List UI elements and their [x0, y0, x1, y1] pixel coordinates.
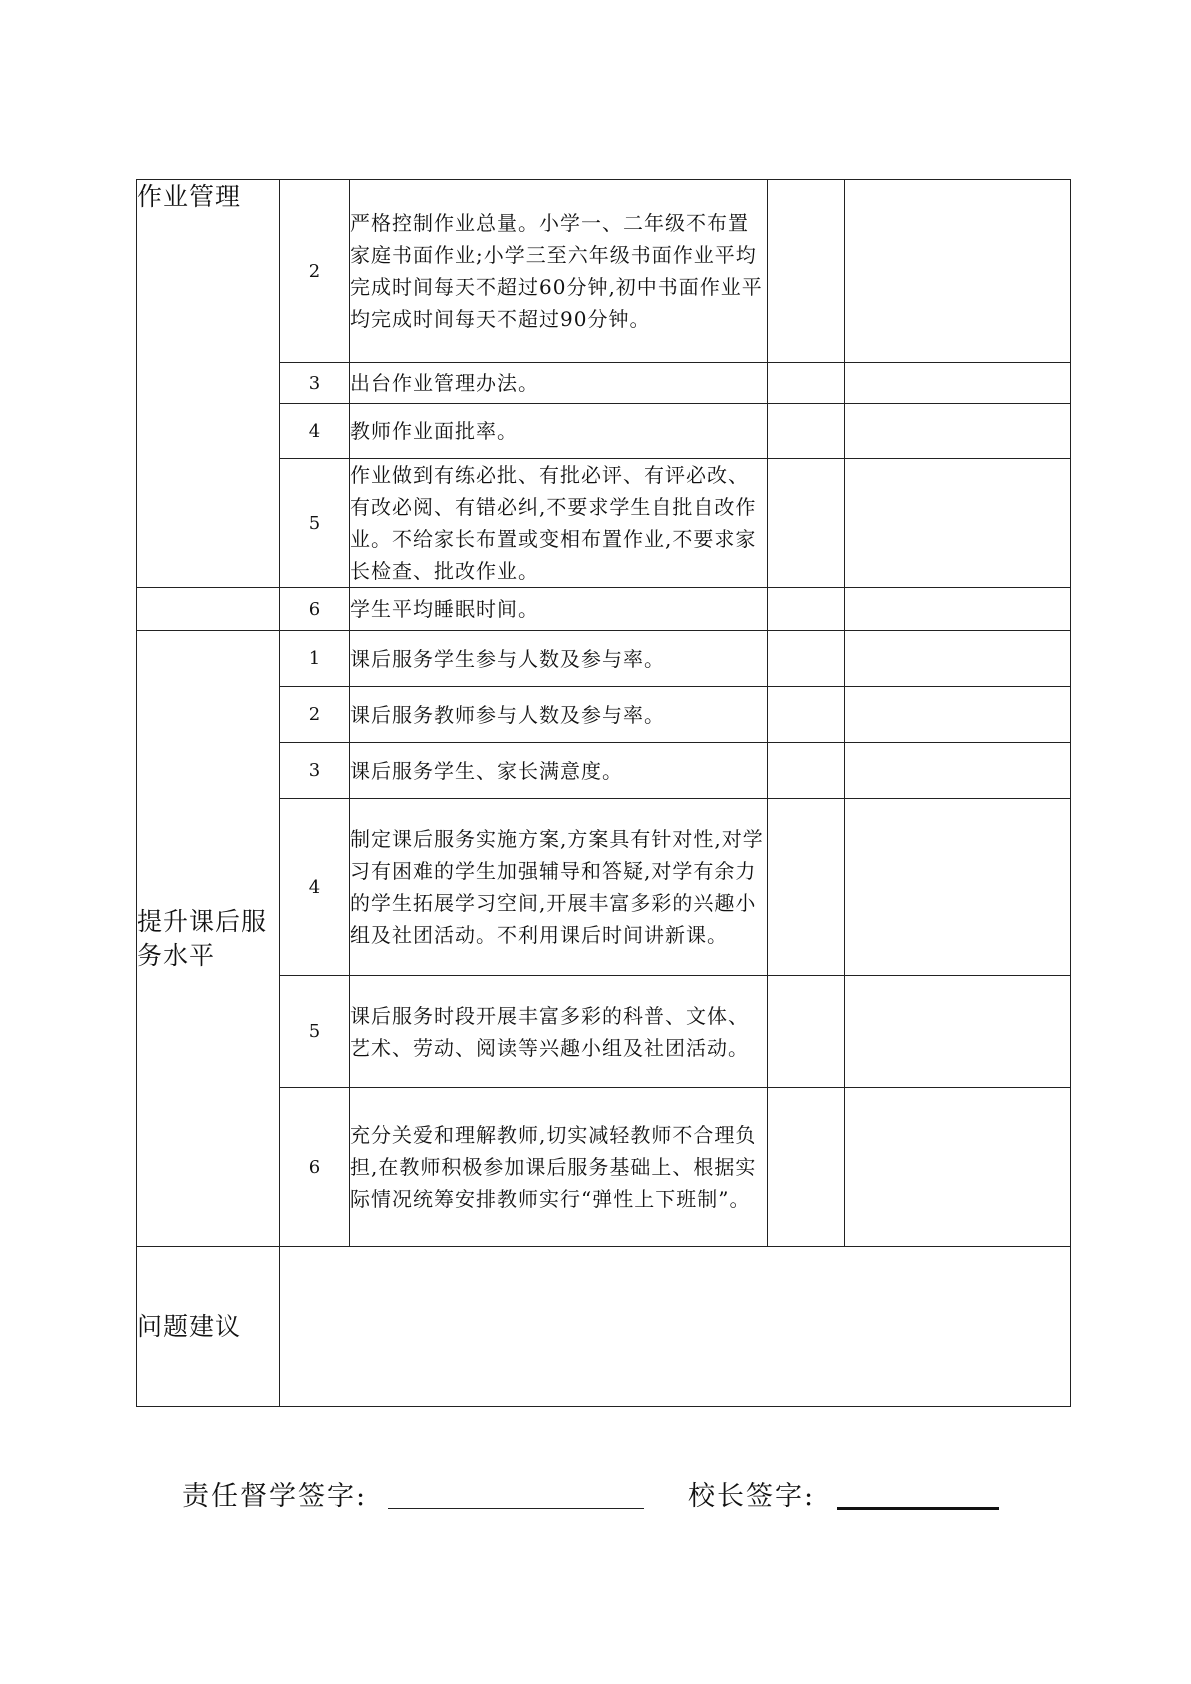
- item-number: 3: [280, 743, 350, 799]
- item-text: 作业做到有练必批、有批必评、有评必改、有改必阅、有错必纠,不要求学生自批自改作业。不给家长布置或变相布置作业,不要求家长检查、批改作业。: [350, 459, 768, 588]
- item-text: 课后服务教师参与人数及参与率。: [350, 687, 768, 743]
- remark-cell[interactable]: [845, 743, 1071, 799]
- remark-cell[interactable]: [845, 363, 1071, 404]
- principal-signature-line[interactable]: [837, 1507, 999, 1510]
- item-number: 4: [280, 799, 350, 976]
- remark-cell[interactable]: [845, 588, 1071, 631]
- score-cell[interactable]: [768, 459, 845, 588]
- remark-cell[interactable]: [845, 180, 1071, 363]
- item-number: 4: [280, 404, 350, 459]
- remark-cell[interactable]: [845, 459, 1071, 588]
- item-number: 5: [280, 976, 350, 1088]
- score-cell[interactable]: [768, 404, 845, 459]
- category-homework-management: 作业管理: [137, 180, 280, 588]
- inspector-signature-line[interactable]: [388, 1508, 644, 1509]
- evaluation-table: [136, 179, 1071, 1407]
- table-row: [137, 588, 1071, 631]
- item-number: 6: [280, 588, 350, 631]
- item-text: 严格控制作业总量。小学一、二年级不布置家庭书面作业;小学三至六年级书面作业平均完成时间每天不超过60分钟,初中书面作业平均完成时间每天不超过90分钟。: [350, 180, 768, 363]
- category-empty: [137, 588, 280, 631]
- item-text: 课后服务时段开展丰富多彩的科普、文体、艺术、劳动、阅读等兴趣小组及社团活动。: [350, 976, 768, 1088]
- item-text: 课后服务学生、家长满意度。: [350, 743, 768, 799]
- inspector-signature-label: 责任督学签字:: [182, 1481, 368, 1512]
- item-number: 6: [280, 1088, 350, 1247]
- score-cell[interactable]: [768, 976, 845, 1088]
- item-text: 学生平均睡眠时间。: [350, 588, 768, 631]
- score-cell[interactable]: [768, 363, 845, 404]
- remark-cell[interactable]: [845, 1088, 1071, 1247]
- score-cell[interactable]: [768, 743, 845, 799]
- evaluation-form: [136, 179, 1070, 1407]
- score-cell[interactable]: [768, 631, 845, 687]
- item-text: 充分关爱和理解教师,切实减轻教师不合理负担,在教师积极参加课后服务基础上、根据实际情况统筹安排教师实行“弹性上下班制”。: [350, 1088, 768, 1247]
- item-number: 3: [280, 363, 350, 404]
- score-cell[interactable]: [768, 588, 845, 631]
- remark-cell[interactable]: [845, 799, 1071, 976]
- item-number: 5: [280, 459, 350, 588]
- principal-signature-label: 校长签字:: [688, 1481, 816, 1512]
- item-number: 1: [280, 631, 350, 687]
- category-suggestions: 问题建议: [137, 1247, 280, 1407]
- category-after-school-service: 提升课后服务水平: [137, 631, 280, 1247]
- item-text: 出台作业管理办法。: [350, 363, 768, 404]
- item-text: 制定课后服务实施方案,方案具有针对性,对学习有困难的学生加强辅导和答疑,对学有余力的学生拓展学习空间,开展丰富多彩的兴趣小组及社团活动。不利用课后时间讲新课。: [350, 799, 768, 976]
- suggestions-field[interactable]: [280, 1247, 1071, 1407]
- score-cell[interactable]: [768, 687, 845, 743]
- item-number: 2: [280, 180, 350, 363]
- table-row: [137, 631, 1071, 687]
- score-cell[interactable]: [768, 799, 845, 976]
- remark-cell[interactable]: [845, 687, 1071, 743]
- score-cell[interactable]: [768, 1088, 845, 1247]
- remark-cell[interactable]: [845, 976, 1071, 1088]
- item-text: 课后服务学生参与人数及参与率。: [350, 631, 768, 687]
- table-row: [137, 1247, 1071, 1407]
- item-number: 2: [280, 687, 350, 743]
- remark-cell[interactable]: [845, 404, 1071, 459]
- remark-cell[interactable]: [845, 631, 1071, 687]
- item-text: 教师作业面批率。: [350, 404, 768, 459]
- table-row: [137, 180, 1071, 363]
- signature-row: [182, 1474, 1022, 1514]
- score-cell[interactable]: [768, 180, 845, 363]
